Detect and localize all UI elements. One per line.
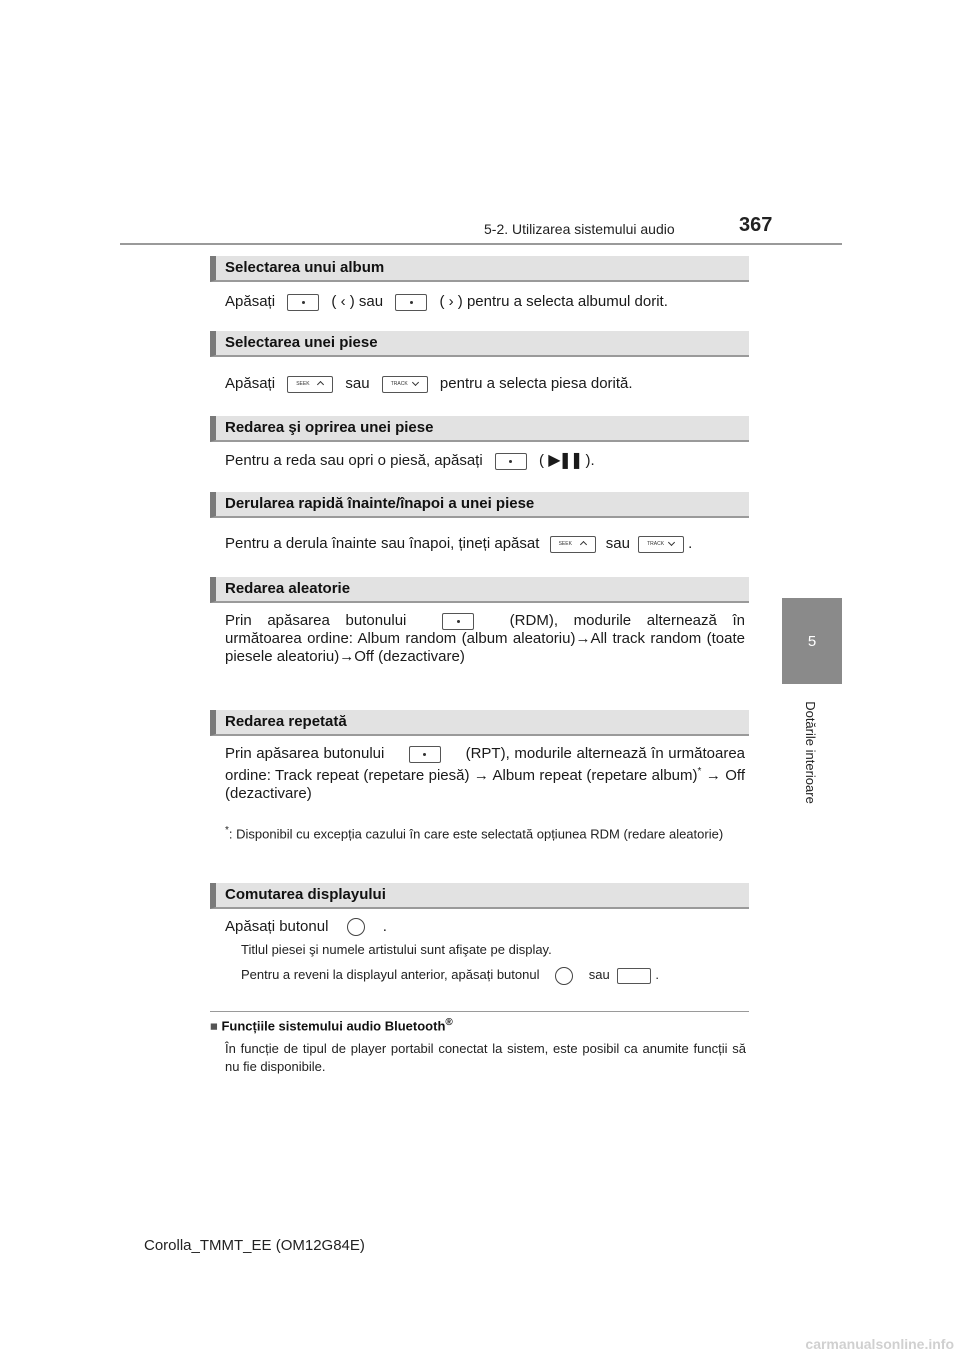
page-number: 367 <box>739 214 773 236</box>
disc-down-button-icon <box>287 294 319 311</box>
note-display-2: Pentru a reveni la displayul anterior, apăsați butonul sau . <box>241 966 746 985</box>
footnote-repeat: *: Disponibil cu excepția cazului în care este selectată opțiunea RDM (redare aleatorie) <box>225 825 724 842</box>
play-button-icon <box>495 453 527 470</box>
track-button-icon: TRACK <box>638 536 684 553</box>
header-section-title: 5-2. Utilizarea sistemului audio <box>484 221 675 237</box>
watermark: carmanualsonline.info <box>805 1336 954 1352</box>
chapter-label <box>798 690 822 815</box>
section-heading-fast-forward: Derularea rapidă înainte/înapoi a unei piese <box>210 492 749 518</box>
header-rule <box>120 243 842 245</box>
note-display-1: Titlul piesei şi numele artistului sunt afişate pe display. <box>241 942 552 957</box>
tune-knob-icon <box>347 918 365 936</box>
chapter-number: 5 <box>807 632 817 650</box>
seek-button-icon: SEEK <box>550 536 596 553</box>
chevron-left-icon: ‹ <box>340 293 346 310</box>
section-heading-repeat: Redarea repetată <box>210 710 749 736</box>
bluetooth-text: În funcție de tipul de player portabil conectat la sistem, este posibil ca anumite funcții să nu fie disponibile. <box>225 1041 746 1074</box>
tune-knob-icon <box>555 967 573 985</box>
rpt-button-icon <box>409 746 441 763</box>
rdm-button-icon <box>442 613 474 630</box>
chapter-tab <box>782 598 842 684</box>
paragraph-random: Prin apăsarea butonului (RDM), modurile alternează în următoarea ordine: Album random (album aleatoriu)→All track random (toate piesele aleatoriu)→Off (dezactivare) <box>225 612 745 665</box>
divider <box>210 1011 749 1012</box>
section-heading-album: Selectarea unui album <box>210 256 749 282</box>
paragraph-display: Apăsați butonul . <box>225 918 387 935</box>
section-heading-track: Selectarea unei piese <box>210 331 749 357</box>
disc-up-button-icon <box>395 294 427 311</box>
paragraph-track: Apăsați SEEK sau TRACK pentru a selecta piesa dorită. <box>225 375 633 392</box>
paragraph-fast-forward: Pentru a derula înainte sau înapoi, țineți apăsat SEEK sau TRACK . <box>225 535 693 552</box>
paragraph-play-pause: Pentru a reda sau opri o piesă, apăsați ( ▶❚❚ ). <box>225 452 595 469</box>
footer-code: Corolla_TMMT_EE (OM12G84E) <box>144 1237 365 1254</box>
play-pause-icon: ▶❚❚ <box>548 452 582 469</box>
section-heading-display: Comutarea displayului <box>210 883 749 909</box>
seek-button-icon: SEEK <box>287 376 333 393</box>
bluetooth-heading: ■ Funcțiile sistemului audio Bluetooth® <box>210 1017 453 1034</box>
paragraph-repeat: Prin apăsarea butonului (RPT), modurile alternează în următoarea ordine: Track repeat (repetare piesă) → Album repeat (repetare album)* → Off (dezactivare) <box>225 745 745 802</box>
chapter-title: Dotările interioare <box>802 701 818 804</box>
chevron-right-icon: › <box>448 293 454 310</box>
paragraph-album: Apăsați ( ‹ ) sau ( › ) pentru a selecta albumul dorit. <box>225 293 668 310</box>
section-heading-random: Redarea aleatorie <box>210 577 749 603</box>
track-button-icon: TRACK <box>382 376 428 393</box>
section-heading-play-pause: Redarea şi oprirea unei piese <box>210 416 749 442</box>
back-button-icon <box>617 968 651 984</box>
square-marker-icon: ■ <box>210 1018 218 1034</box>
